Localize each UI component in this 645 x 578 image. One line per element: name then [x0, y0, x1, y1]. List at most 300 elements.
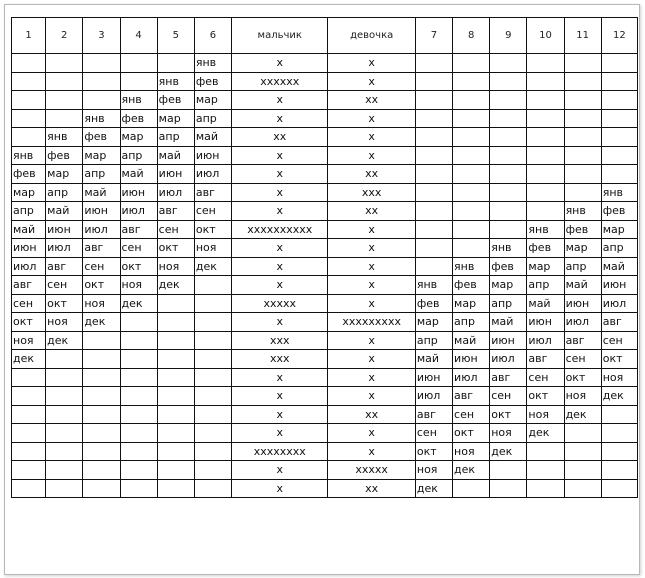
month-cell — [194, 442, 231, 461]
month-cell — [120, 442, 157, 461]
month-cell: янв — [194, 54, 231, 73]
month-cell: окт — [490, 405, 527, 424]
tally-cell: x — [232, 387, 328, 406]
month-cell — [12, 479, 46, 498]
month-cell: июн — [527, 313, 564, 332]
month-cell — [415, 257, 452, 276]
month-cell — [46, 91, 83, 110]
month-cell: мар — [564, 239, 601, 258]
month-cell — [415, 239, 452, 258]
month-cell: янв — [564, 202, 601, 221]
month-cell — [194, 479, 231, 498]
table-row — [12, 313, 638, 332]
month-cell — [527, 91, 564, 110]
table-row — [12, 72, 638, 91]
month-cell — [120, 331, 157, 350]
month-cell: фев — [83, 128, 120, 147]
tally-cell: x — [328, 72, 415, 91]
tally-cell: xx — [232, 128, 328, 147]
month-cell — [601, 72, 637, 91]
table-row — [12, 165, 638, 184]
month-cell — [12, 109, 46, 128]
month-cell — [157, 294, 194, 313]
month-cell — [83, 368, 120, 387]
month-cell: ноя — [12, 331, 46, 350]
table-row — [12, 109, 638, 128]
month-cell: мар — [601, 220, 637, 239]
tally-cell: x — [328, 109, 415, 128]
month-cell: фев — [157, 91, 194, 110]
month-cell — [120, 479, 157, 498]
month-cell: июл — [601, 294, 637, 313]
column-header: 2 — [46, 18, 83, 54]
tally-cell: x — [232, 54, 328, 73]
tally-cell: x — [328, 368, 415, 387]
month-cell: апр — [564, 257, 601, 276]
month-cell: сен — [601, 331, 637, 350]
month-cell — [194, 368, 231, 387]
month-cell: ноя — [490, 424, 527, 443]
month-cell — [453, 72, 490, 91]
tally-cell: x — [328, 220, 415, 239]
table-row — [12, 183, 638, 202]
calendar-table — [11, 17, 638, 498]
month-cell: июн — [46, 220, 83, 239]
month-cell — [83, 91, 120, 110]
month-cell — [527, 72, 564, 91]
month-cell — [12, 91, 46, 110]
table-row — [12, 479, 638, 498]
month-cell: дек — [83, 313, 120, 332]
month-cell: фев — [490, 257, 527, 276]
month-cell — [415, 109, 452, 128]
month-cell: июн — [12, 239, 46, 258]
month-cell — [490, 165, 527, 184]
month-cell — [12, 424, 46, 443]
tally-cell: x — [232, 109, 328, 128]
column-header: 12 — [601, 18, 637, 54]
month-cell: апр — [120, 146, 157, 165]
month-cell — [601, 146, 637, 165]
month-cell — [453, 109, 490, 128]
month-cell: мар — [12, 183, 46, 202]
month-cell — [120, 72, 157, 91]
month-cell — [527, 461, 564, 480]
month-cell — [564, 54, 601, 73]
month-cell: фев — [564, 220, 601, 239]
month-cell: июн — [564, 294, 601, 313]
month-cell — [453, 165, 490, 184]
month-cell — [46, 405, 83, 424]
month-cell: окт — [194, 220, 231, 239]
month-cell: мар — [415, 313, 452, 332]
month-cell: май — [564, 276, 601, 295]
month-cell — [601, 405, 637, 424]
month-cell — [564, 183, 601, 202]
month-cell — [46, 442, 83, 461]
month-cell — [601, 479, 637, 498]
month-cell: янв — [601, 183, 637, 202]
month-cell — [601, 128, 637, 147]
month-cell — [46, 368, 83, 387]
month-cell: авг — [157, 202, 194, 221]
month-cell — [527, 128, 564, 147]
month-cell: май — [601, 257, 637, 276]
month-cell — [12, 405, 46, 424]
month-cell — [490, 72, 527, 91]
month-cell: дек — [157, 276, 194, 295]
month-cell: янв — [453, 257, 490, 276]
tally-cell: x — [232, 202, 328, 221]
tally-cell: x — [232, 313, 328, 332]
month-cell — [527, 146, 564, 165]
month-cell — [415, 54, 452, 73]
month-cell — [490, 91, 527, 110]
month-cell: дек — [46, 331, 83, 350]
month-cell: май — [453, 331, 490, 350]
month-cell: сен — [415, 424, 452, 443]
month-cell: фев — [453, 276, 490, 295]
month-cell: июн — [120, 183, 157, 202]
month-cell — [453, 91, 490, 110]
table-row — [12, 294, 638, 313]
month-cell — [46, 479, 83, 498]
month-cell — [564, 442, 601, 461]
month-cell — [601, 165, 637, 184]
month-cell — [12, 368, 46, 387]
month-cell — [83, 442, 120, 461]
month-cell: янв — [83, 109, 120, 128]
tally-cell: x — [232, 368, 328, 387]
month-cell — [527, 165, 564, 184]
tally-cell: xx — [328, 91, 415, 110]
month-cell: сен — [157, 220, 194, 239]
month-cell — [564, 109, 601, 128]
month-cell — [120, 368, 157, 387]
month-cell: апр — [527, 276, 564, 295]
tally-cell: x — [328, 331, 415, 350]
month-cell — [415, 220, 452, 239]
month-cell: мар — [46, 165, 83, 184]
month-cell — [527, 54, 564, 73]
tally-cell: x — [328, 146, 415, 165]
month-cell: июл — [120, 202, 157, 221]
month-cell: ноя — [194, 239, 231, 258]
month-cell: июл — [490, 350, 527, 369]
month-cell — [194, 313, 231, 332]
tally-cell: xx — [328, 405, 415, 424]
month-cell: янв — [490, 239, 527, 258]
month-cell — [527, 479, 564, 498]
month-cell — [490, 109, 527, 128]
month-cell — [453, 239, 490, 258]
month-cell: янв — [12, 146, 46, 165]
month-cell — [453, 128, 490, 147]
tally-cell: x — [232, 257, 328, 276]
month-cell: дек — [415, 479, 452, 498]
month-cell: фев — [527, 239, 564, 258]
month-cell: авг — [490, 368, 527, 387]
month-cell — [194, 461, 231, 480]
month-cell: апр — [46, 183, 83, 202]
month-cell: окт — [157, 239, 194, 258]
month-cell — [490, 461, 527, 480]
month-cell — [194, 331, 231, 350]
month-cell: мар — [120, 128, 157, 147]
tally-cell: x — [328, 442, 415, 461]
month-cell — [83, 479, 120, 498]
month-cell — [453, 183, 490, 202]
month-cell: мар — [490, 276, 527, 295]
month-cell: окт — [415, 442, 452, 461]
month-cell — [490, 479, 527, 498]
column-header: 4 — [120, 18, 157, 54]
month-cell — [415, 72, 452, 91]
month-cell — [453, 146, 490, 165]
month-cell: апр — [453, 313, 490, 332]
month-cell: июл — [564, 313, 601, 332]
month-cell: авг — [601, 313, 637, 332]
tally-cell: xx — [328, 165, 415, 184]
month-cell — [120, 461, 157, 480]
month-cell — [490, 183, 527, 202]
month-cell: янв — [46, 128, 83, 147]
table-row — [12, 239, 638, 258]
month-cell — [120, 313, 157, 332]
month-cell — [120, 424, 157, 443]
month-cell — [157, 479, 194, 498]
month-cell: апр — [157, 128, 194, 147]
month-cell — [46, 424, 83, 443]
month-cell — [490, 54, 527, 73]
month-cell: янв — [415, 276, 452, 295]
month-cell — [601, 461, 637, 480]
table-row — [12, 331, 638, 350]
month-cell — [194, 424, 231, 443]
month-cell — [83, 331, 120, 350]
month-cell: дек — [12, 350, 46, 369]
month-cell: май — [157, 146, 194, 165]
tally-cell: x — [328, 276, 415, 295]
column-header: 3 — [83, 18, 120, 54]
column-header: 11 — [564, 18, 601, 54]
tally-cell: x — [232, 276, 328, 295]
month-cell — [453, 54, 490, 73]
month-cell: май — [12, 220, 46, 239]
table-row — [12, 350, 638, 369]
month-cell: июн — [453, 350, 490, 369]
month-cell — [157, 387, 194, 406]
month-cell: окт — [12, 313, 46, 332]
month-cell: май — [527, 294, 564, 313]
tally-cell: x — [232, 239, 328, 258]
month-cell: авг — [83, 239, 120, 258]
month-cell: авг — [12, 276, 46, 295]
month-cell: мар — [83, 146, 120, 165]
month-cell: ноя — [601, 368, 637, 387]
month-cell: фев — [120, 109, 157, 128]
month-cell — [157, 350, 194, 369]
month-cell — [564, 424, 601, 443]
month-cell — [46, 54, 83, 73]
month-cell — [564, 91, 601, 110]
month-cell — [415, 183, 452, 202]
month-cell: дек — [120, 294, 157, 313]
month-cell — [194, 294, 231, 313]
month-cell: авг — [527, 350, 564, 369]
month-cell: авг — [415, 405, 452, 424]
month-cell — [601, 109, 637, 128]
month-cell: авг — [46, 257, 83, 276]
tally-cell: x — [232, 183, 328, 202]
table-row — [12, 405, 638, 424]
month-cell — [12, 54, 46, 73]
month-cell — [527, 442, 564, 461]
month-cell — [415, 128, 452, 147]
tally-cell: x — [328, 294, 415, 313]
month-cell: май — [194, 128, 231, 147]
tally-cell: xxxxx — [328, 461, 415, 480]
table-body — [12, 18, 638, 498]
month-cell — [46, 350, 83, 369]
month-cell — [157, 442, 194, 461]
month-cell — [415, 146, 452, 165]
month-cell: сен — [490, 387, 527, 406]
month-cell — [564, 72, 601, 91]
month-cell — [157, 368, 194, 387]
table-row — [12, 146, 638, 165]
month-cell: июн — [194, 146, 231, 165]
month-cell: апр — [601, 239, 637, 258]
month-cell: май — [415, 350, 452, 369]
month-cell: июл — [46, 239, 83, 258]
month-cell: дек — [601, 387, 637, 406]
month-cell — [157, 461, 194, 480]
table-row — [12, 424, 638, 443]
month-cell — [46, 109, 83, 128]
table-frame — [4, 4, 640, 575]
month-cell: ноя — [83, 294, 120, 313]
month-cell — [453, 202, 490, 221]
header-row — [12, 18, 638, 54]
month-cell — [527, 202, 564, 221]
month-cell — [601, 424, 637, 443]
month-cell: окт — [564, 368, 601, 387]
month-cell — [83, 72, 120, 91]
month-cell: май — [120, 165, 157, 184]
month-cell — [120, 387, 157, 406]
month-cell — [453, 479, 490, 498]
tally-cell: xxxxxxxxxx — [232, 220, 328, 239]
month-cell: июл — [157, 183, 194, 202]
month-cell — [564, 461, 601, 480]
month-cell: июн — [415, 368, 452, 387]
tally-cell: x — [232, 424, 328, 443]
month-cell — [12, 72, 46, 91]
month-cell: ноя — [157, 257, 194, 276]
month-cell: май — [46, 202, 83, 221]
tally-cell: xx — [328, 479, 415, 498]
month-cell: апр — [12, 202, 46, 221]
column-header: 7 — [415, 18, 452, 54]
month-cell: окт — [83, 276, 120, 295]
tally-cell: x — [232, 461, 328, 480]
column-header: 6 — [194, 18, 231, 54]
tally-cell: xx — [328, 202, 415, 221]
month-cell — [194, 387, 231, 406]
month-cell: мар — [453, 294, 490, 313]
month-cell: ноя — [415, 461, 452, 480]
month-cell — [120, 350, 157, 369]
month-cell: дек — [453, 461, 490, 480]
month-cell — [564, 165, 601, 184]
month-cell: авг — [120, 220, 157, 239]
month-cell — [490, 128, 527, 147]
month-cell — [490, 202, 527, 221]
table-row — [12, 202, 638, 221]
month-cell: окт — [453, 424, 490, 443]
table-row — [12, 220, 638, 239]
month-cell — [157, 331, 194, 350]
table-row — [12, 368, 638, 387]
column-header: 9 — [490, 18, 527, 54]
month-cell: сен — [120, 239, 157, 258]
month-cell: ноя — [120, 276, 157, 295]
tally-cell: xxxxxxxxx — [328, 313, 415, 332]
month-cell: июн — [83, 202, 120, 221]
month-cell — [83, 424, 120, 443]
month-cell — [194, 276, 231, 295]
tally-cell: xxx — [232, 331, 328, 350]
tally-cell: x — [232, 405, 328, 424]
month-cell — [490, 146, 527, 165]
month-cell: фев — [46, 146, 83, 165]
month-cell: мар — [157, 109, 194, 128]
month-cell — [415, 202, 452, 221]
month-cell: янв — [527, 220, 564, 239]
month-cell: мар — [194, 91, 231, 110]
month-cell: сен — [453, 405, 490, 424]
table-row — [12, 387, 638, 406]
month-cell: сен — [83, 257, 120, 276]
tally-cell: x — [232, 146, 328, 165]
table-row — [12, 91, 638, 110]
month-cell: фев — [601, 202, 637, 221]
month-cell — [12, 461, 46, 480]
month-cell: сен — [194, 202, 231, 221]
month-cell — [601, 91, 637, 110]
tally-cell: x — [328, 350, 415, 369]
month-cell: авг — [194, 183, 231, 202]
table-row — [12, 54, 638, 73]
tally-cell: xxxxxxxx — [232, 442, 328, 461]
month-cell — [564, 479, 601, 498]
table-row — [12, 276, 638, 295]
tally-cell: x — [328, 54, 415, 73]
month-cell: мар — [527, 257, 564, 276]
month-cell — [12, 442, 46, 461]
month-cell — [46, 387, 83, 406]
month-cell: ноя — [527, 405, 564, 424]
month-cell: апр — [194, 109, 231, 128]
table-row — [12, 442, 638, 461]
tally-cell: x — [328, 257, 415, 276]
tally-cell: xxxxxx — [232, 72, 328, 91]
tally-cell: x — [232, 165, 328, 184]
month-cell: дек — [527, 424, 564, 443]
month-cell: июл — [12, 257, 46, 276]
month-cell: апр — [490, 294, 527, 313]
